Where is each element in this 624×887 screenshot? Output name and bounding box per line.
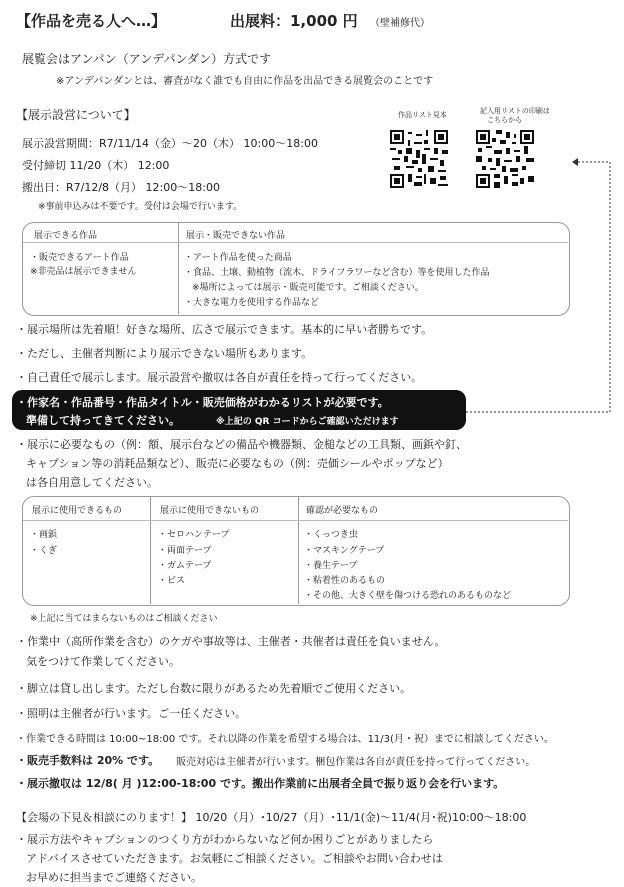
fee-label: 出展料：1,000 円 — [230, 12, 358, 30]
table2-header-check: 確認が必要なもの — [306, 506, 379, 516]
table2-check-item: ・くっつき虫 — [304, 530, 358, 540]
needs-line-1: ・展示に必要なもの（例：額、展示台などの備品や機器類、金槌などの工具類、画鋲や釘、 — [16, 438, 467, 451]
table2-unusable-item: ・両面テープ — [158, 546, 212, 556]
table1-forbidden-item: ・アート作品を使った商品 — [184, 253, 292, 263]
table-divider — [298, 497, 299, 604]
table1-header-forbidden: 展示・販売できない作品 — [186, 231, 286, 241]
table1-forbidden-item: ・大きな電力を使用する作品など — [184, 298, 320, 308]
qr-label-print-2: こちらから — [487, 116, 522, 124]
needs-line-3: は各自用意してください。 — [26, 476, 158, 489]
needs-line-2: キャプション等の消耗品類など）、販売に必要なもの（例：売価シールやポップなど） — [26, 457, 449, 470]
table1-allowed-item: ・販売できるアート作品 — [30, 253, 129, 263]
footer-line-1: ・展示方法やキャプションのつくり方がわからないなど何か困りごとがありましたら — [16, 833, 434, 846]
qr-code-sample-icon[interactable] — [390, 130, 448, 188]
setup-removal: 搬出日：R7/12/8（月） 12:00～18:00 — [22, 181, 220, 194]
table1-allowed-item: ※非売品は展示できません — [30, 267, 137, 277]
bullet-lighting: ・照明は主催者が行います。ご一任ください。 — [16, 707, 247, 720]
table2-usable-item: ・くぎ — [30, 546, 58, 556]
table2-header-unusable: 展示に使用できないもの — [160, 506, 260, 516]
table2-note: ※上記に当てはまらないものはご相談ください — [30, 614, 218, 624]
table1-forbidden-item: ・食品、土壌、動植物（流木、ドライフラワーなど含む）等を使用した作品 — [184, 268, 490, 278]
bullet-hours: ・作業できる時間は 10:00~18:00 です。それ以降の作業を希望する場合は、11/3(月・祝）までに相談してください。 — [16, 734, 554, 745]
table2-check-item: ・粘着性のあるもの — [304, 576, 386, 586]
footer-line-3: お早めに担当までご連絡ください。 — [26, 871, 202, 884]
intro-line: 展覧会はアンパン（アンデパンダン）方式です — [22, 52, 272, 66]
bullet-injury-cont: 気をつけて作業してください。 — [26, 655, 180, 668]
table2-usable-item: ・画鋲 — [30, 530, 58, 540]
setup-period: 展示設営期間：R7/11/14（金）～20（木） 10:00～18:00 — [22, 137, 318, 150]
highlight-qr-note: ※上記の QR コードからご確認いただけます — [216, 417, 399, 427]
bullet-responsibility: ・自己責任で展示します。展示設営や撤収は各自が責任を持って行ってください。 — [16, 371, 423, 384]
bullet-first-come: ・展示場所は先着順！好きな場所、広さで展示できます。基本的に早い者勝ちです。 — [16, 323, 433, 336]
footer-line-2: アドバイスさせていただきます。お気軽にご相談ください。ご相談やお問い合わせは — [26, 852, 443, 865]
intro-note: ※アンデパンダンとは、審査がなく誰でも自由に作品を出品できる展覧会のことです — [56, 76, 434, 87]
table-header-divider — [23, 242, 568, 243]
table2-check-item: ・マスキングテープ — [304, 546, 385, 556]
bullet-injury: ・作業中（高所作業を含む）のケガや事故等は、主催者・共催者は責任を負いません。 — [16, 635, 446, 648]
bullet-ladder: ・脚立は貸し出します。ただし台数に限りがあるため先着順でご使用ください。 — [16, 682, 412, 695]
setup-deadline: 受付締切 11/20（木） 12:00 — [22, 159, 170, 172]
table1-forbidden-item: ※場所によっては展示・販売可能です。ご相談ください。 — [192, 283, 424, 293]
table2-check-item: ・その他、大きく壁を傷つける恐れのあるものなど — [304, 591, 512, 601]
fee-note: （壁補修代） — [370, 18, 430, 29]
bullet-restricted: ・ただし、主催者判断により展示できない場所もあります。 — [16, 347, 313, 360]
table2-header-usable: 展示に使用できるもの — [32, 506, 123, 516]
bullet-commission: 販売対応は主催者が行います。梱包作業は各自が責任を持って行ってください。 — [176, 757, 536, 768]
highlight-line-1: ・作家名・作品番号・作品タイトル・販売価格がわかるリストが必要です。 — [16, 396, 389, 409]
setup-note: ※事前申込みは不要です。受付は会場で行います。 — [38, 202, 243, 212]
table-divider — [178, 223, 179, 314]
table1-header-allowed: 展示できる作品 — [34, 231, 98, 241]
qr-label-sample: 作品リスト見本 — [398, 111, 447, 119]
table2-check-item: ・養生テープ — [304, 561, 358, 571]
setup-heading: 【展示設営について】 — [16, 108, 136, 122]
page-title: 【作品を売る人へ…】 — [16, 12, 167, 30]
consult-schedule: 【会場の下見＆相談にのります！】 10/20（月）･10/27（月）･11/1(金)～11/4(月･祝)10:00～18:00 — [16, 811, 527, 824]
bullet-withdraw: ・展示撤収は 12/8( 月 )12:00-18:00 です。搬出作業前に出展者全員で振り返り会を行います。 — [16, 777, 505, 790]
qr-label-print-1: 記入用リストの印刷は — [480, 107, 550, 115]
table2-unusable-item: ・セロハンテープ — [158, 530, 230, 540]
bullet-commission-bold: ・販売手数料は 20% です。 — [16, 754, 160, 767]
table2-unusable-item: ・ビス — [158, 576, 186, 586]
table-divider — [150, 497, 151, 604]
table-header-divider — [23, 520, 568, 521]
table2-unusable-item: ・ガムテープ — [158, 561, 212, 571]
highlight-line-2: 準備して持ってきてください。 — [26, 414, 180, 427]
